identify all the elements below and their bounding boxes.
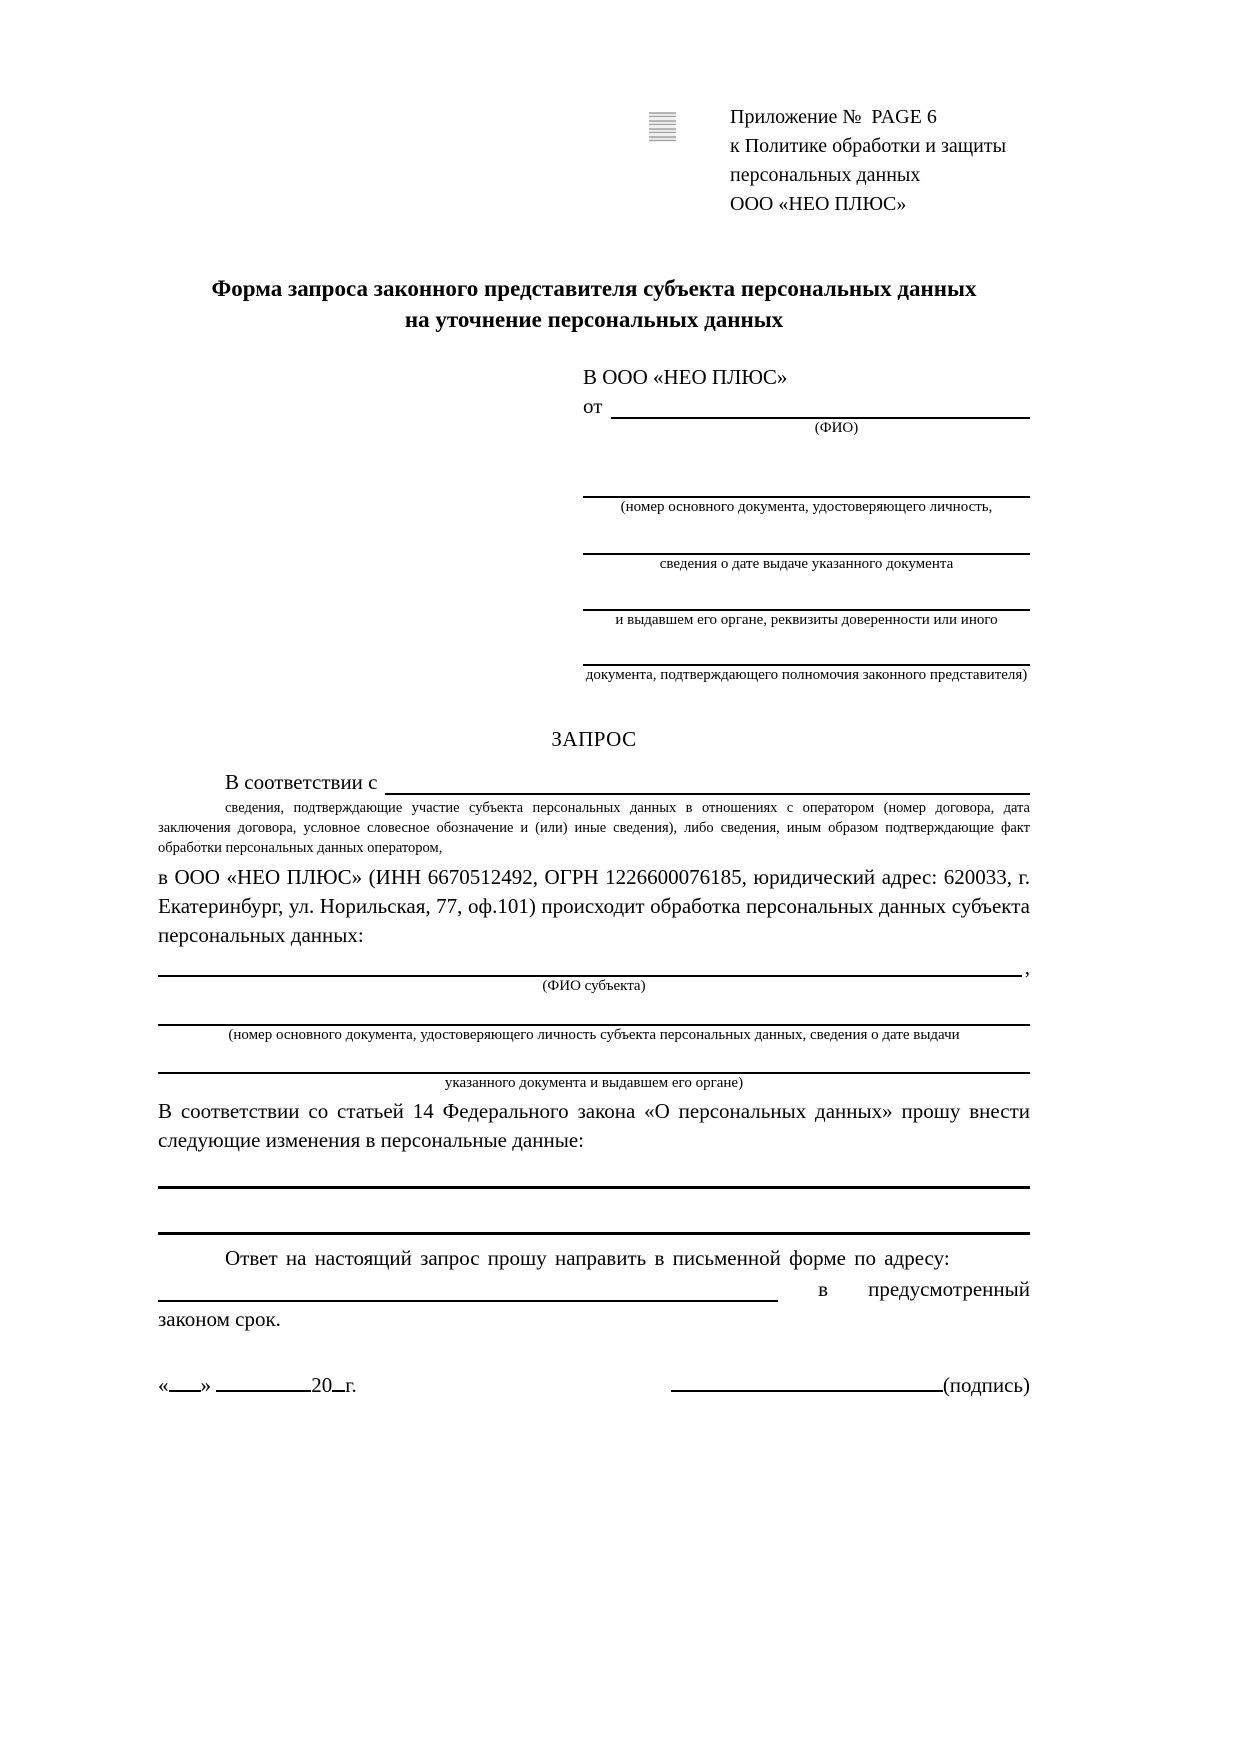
signature-row xyxy=(158,1373,1030,1398)
changes-field-1[interactable] xyxy=(158,1155,1030,1189)
appendix-number-line: Приложение № PAGE 6 xyxy=(730,106,937,128)
intro-row xyxy=(158,763,1030,795)
addressee-organization: В ООО «НЕО ПЛЮС» xyxy=(583,365,788,389)
addressee-block xyxy=(583,362,1030,685)
changes-field-2[interactable] xyxy=(158,1189,1030,1235)
from-label: от xyxy=(583,394,603,418)
appendix-header xyxy=(730,0,1030,219)
representative-document-caption-2: сведения о дате выдаче указанного документа xyxy=(659,556,954,572)
subject-name-row xyxy=(158,950,1030,977)
day-field[interactable] xyxy=(169,1389,201,1392)
policy-reference-line2: персональных данных xyxy=(730,164,921,186)
subject-document-field-2[interactable] xyxy=(158,1045,1030,1074)
intro-label: В соответствии с xyxy=(225,770,378,794)
year-prefix: 20 xyxy=(311,1373,333,1397)
contract-details-field[interactable] xyxy=(385,792,1031,795)
form-title-line1: Форма запроса законного представителя субъекта персональных данных xyxy=(211,276,977,301)
answer-address-row xyxy=(158,1273,1030,1302)
embedded-object-icon xyxy=(649,112,676,142)
representative-document-field-4[interactable] xyxy=(583,630,1030,666)
organization-name: ООО «НЕО ПЛЮС» xyxy=(730,193,907,215)
signature-caption: (подпись) xyxy=(942,1373,1030,1397)
answer-paragraph-line1: Ответ на настоящий запрос прошу направить в письменной форме по адресу: xyxy=(225,1246,950,1270)
representative-document-caption-4: документа, подтверждающего полномочия законного представителя) xyxy=(585,667,1028,683)
statement-paragraph: В соответствии со статьей 14 Федерального закона «О персональных данных» прошу внести следующие изменения в персональные данные: xyxy=(158,1099,1030,1152)
signature-field[interactable] xyxy=(671,1389,943,1392)
answer-paragraph-line3: законом срок. xyxy=(158,1307,281,1331)
representative-document-field-3[interactable] xyxy=(583,574,1030,611)
from-row xyxy=(583,392,1030,419)
representative-document-caption-1: (номер основного документа, удостоверяющего личность, xyxy=(620,499,993,515)
subject-document-field-1[interactable] xyxy=(158,996,1030,1026)
operator-paragraph: в ООО «НЕО ПЛЮС» (ИНН 6670512492, ОГРН 1226600076185, юридический адрес: 620033, г. Екатеринбург, ул. Норильская, 77, оф.101) происходит обработка персональных данных субъекта персональных данных: xyxy=(158,865,1030,947)
subject-document-caption-2: указанного документа и выдавшем его органе) xyxy=(444,1075,744,1091)
representative-document-field-1[interactable] xyxy=(583,438,1030,498)
subject-document-caption-1: (номер основного документа, удостоверяющего личность субъекта персональных данных, сведения о дате выдачи xyxy=(228,1027,960,1043)
year-suffix: г. xyxy=(345,1373,357,1397)
request-heading: ЗАПРОС xyxy=(551,727,637,751)
intro-footnote: сведения, подтверждающие участие субъекта персональных данных в отношениях с оператором (номер договора, дата заключения договора, условное словесное обозначение и (или) иные сведения), либо сведения, иным образом подтверждающие факт обработки персональных данных оператором, xyxy=(158,800,1030,856)
representative-document-caption-3: и выдавшем его органе, реквизиты доверенности или иного xyxy=(615,612,998,628)
month-field[interactable] xyxy=(216,1389,311,1392)
date-quote-open: « xyxy=(158,1373,169,1397)
subject-fio-caption: (ФИО субъекта) xyxy=(542,978,646,994)
date-group xyxy=(158,1373,357,1398)
fio-caption: (ФИО) xyxy=(814,420,859,436)
form-title xyxy=(158,273,1030,335)
answer-word-v: в xyxy=(818,1277,829,1301)
year-field[interactable] xyxy=(332,1389,345,1392)
policy-reference-line1: к Политике обработки и защиты xyxy=(730,135,1007,157)
form-title-line2: на уточнение персональных данных xyxy=(404,307,784,332)
signature-group xyxy=(671,1373,1030,1398)
answer-address-field[interactable] xyxy=(158,1299,778,1302)
representative-document-field-2[interactable] xyxy=(583,517,1030,555)
date-quote-close: » xyxy=(200,1373,211,1397)
answer-word-predusmotrennyj: предусмотренный xyxy=(868,1277,1030,1301)
subject-line-comma: , xyxy=(1024,955,1030,979)
